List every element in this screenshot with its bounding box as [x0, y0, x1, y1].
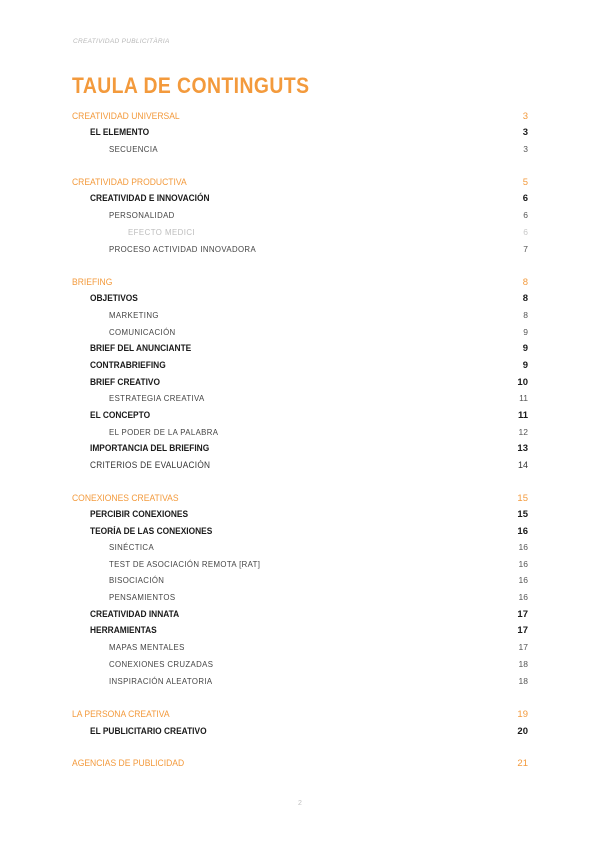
toc-entry-label: IMPORTANCIA DEL BRIEFING [90, 442, 210, 454]
toc-entry[interactable] [72, 142, 528, 156]
toc-entry-page: 16 [518, 592, 528, 602]
toc-entry-label: EL ELEMENTO [90, 126, 150, 138]
toc-entry[interactable] [72, 756, 528, 770]
toc-entry-page: 3 [522, 110, 528, 122]
toc-entry-label: OBJETIVOS [90, 292, 138, 304]
toc-entry-label: AGENCIAS DE PUBLICIDAD [72, 757, 185, 769]
toc-entry[interactable] [72, 109, 528, 123]
toc-entry-label: TEST DE ASOCIACIÓN REMOTA [RAT] [109, 559, 261, 569]
toc-entry-page: 5 [522, 176, 528, 188]
toc-entry[interactable] [72, 325, 528, 339]
toc-entry-page: 6 [523, 210, 528, 220]
toc-entry[interactable] [72, 242, 528, 256]
toc-entry[interactable] [72, 674, 528, 688]
toc-entry-label: CREATIVIDAD INNATA [90, 608, 180, 620]
toc-entry[interactable] [72, 557, 528, 571]
toc-entry[interactable] [72, 657, 528, 671]
toc-entry-label: CONEXIONES CRUZADAS [109, 659, 214, 669]
toc-entry[interactable] [72, 208, 528, 222]
toc-entry-page: 21 [517, 757, 528, 769]
toc-entry[interactable] [72, 724, 528, 738]
toc-entry-page: 9 [523, 327, 528, 337]
toc-entry[interactable] [72, 524, 528, 538]
toc-entry[interactable] [72, 341, 528, 355]
toc-entry-page: 13 [517, 442, 528, 454]
toc-entry-page: 3 [522, 126, 528, 138]
toc-entry-page: 10 [517, 376, 528, 388]
toc-entry-label: PERCIBIR CONEXIONES [90, 508, 189, 520]
toc-entry-label: PERSONALIDAD [109, 210, 175, 220]
toc-entry-label: BRIEF DEL ANUNCIANTE [90, 342, 192, 354]
toc-entry-page: 18 [518, 659, 528, 669]
toc-entry[interactable] [72, 458, 528, 472]
toc-entry-page: 8 [522, 276, 528, 288]
toc-entry-page: 6 [522, 192, 528, 204]
toc-entry-label: CRITERIOS DE EVALUACIÓN [90, 460, 211, 470]
toc-entry-page: 17 [517, 608, 528, 620]
toc-entry-label: EL PODER DE LA PALABRA [109, 427, 219, 437]
toc-entry-label: ESTRATEGIA CREATIVA [109, 393, 205, 403]
toc-entry[interactable] [72, 225, 528, 239]
toc-entry[interactable] [72, 425, 528, 439]
toc-entry-label: CREATIVIDAD PRODUCTIVA [72, 176, 187, 188]
toc-entry-page: 16 [518, 559, 528, 569]
toc-entry-label: CONTRABRIEFING [90, 359, 166, 371]
toc-entry[interactable] [72, 408, 528, 422]
toc-entry-label: BISOCIACIÓN [109, 575, 165, 585]
toc-entry-label: EL PUBLICITARIO CREATIVO [90, 725, 207, 737]
toc-entry-page: 15 [517, 492, 528, 504]
toc-entry[interactable] [72, 640, 528, 654]
toc-entry-label: CREATIVIDAD E INNOVACIÓN [90, 192, 210, 204]
toc-entry-label: TEORÍA DE LAS CONEXIONES [90, 525, 213, 537]
toc-entry-page: 16 [517, 525, 528, 537]
toc-entry-page: 11 [517, 409, 528, 421]
toc-entry-label: SINÉCTICA [109, 542, 155, 552]
toc-entry-label: EFECTO MEDICI [128, 227, 196, 237]
toc-entry-page: 9 [522, 359, 528, 371]
toc-entry[interactable] [72, 590, 528, 604]
toc-entry-page: 12 [518, 427, 528, 437]
toc-entry-label: HERRAMIENTAS [90, 624, 157, 636]
toc-entry-label: CREATIVIDAD UNIVERSAL [72, 110, 180, 122]
toc-entry-page: 11 [519, 393, 528, 403]
toc-entry-label: MARKETING [109, 310, 159, 320]
toc-entry[interactable] [72, 507, 528, 521]
toc-entry-label: COMUNICACIÓN [109, 327, 176, 337]
toc-entry-label: LA PERSONA CREATIVA [72, 708, 170, 720]
toc-entry-page: 8 [523, 310, 528, 320]
toc-entry-page: 19 [517, 708, 528, 720]
toc-entry-page: 9 [522, 342, 528, 354]
toc-entry[interactable] [72, 607, 528, 621]
page-title: TAULA DE CONTINGUTS [72, 73, 310, 98]
toc-entry-label: MAPAS MENTALES [109, 642, 185, 652]
toc-entry-page: 15 [517, 508, 528, 520]
toc-entry-page: 14 [517, 460, 528, 470]
toc-entry[interactable] [72, 707, 528, 721]
toc-entry-page: 17 [517, 624, 528, 636]
toc-entry-label: BRIEFING [72, 276, 113, 288]
toc-entry[interactable] [72, 291, 528, 305]
toc-entry[interactable] [72, 623, 528, 637]
toc-entry-page: 16 [518, 575, 528, 585]
toc-entry[interactable] [72, 175, 528, 189]
toc-entry[interactable] [72, 573, 528, 587]
toc-entry[interactable] [72, 375, 528, 389]
toc-entry-page: 16 [518, 542, 528, 552]
toc-entry-page: 20 [517, 725, 528, 737]
toc-entry[interactable] [72, 191, 528, 205]
toc-entry[interactable] [72, 358, 528, 372]
toc-entry-page: 18 [518, 676, 528, 686]
toc-entry-label: BRIEF CREATIVO [90, 376, 160, 388]
page-number: 2 [298, 800, 302, 807]
toc-entry[interactable] [72, 441, 528, 455]
running-header: CREATIVIDAD PUBLICITÀRIA [73, 38, 170, 45]
toc-entry[interactable] [72, 275, 528, 289]
toc-entry-page: 6 [523, 227, 528, 237]
toc-entry[interactable] [72, 125, 528, 139]
toc-entry-label: EL CONCEPTO [90, 409, 151, 421]
toc-entry[interactable] [72, 391, 528, 405]
toc-entry-label: SECUENCIA [109, 144, 158, 154]
toc-entry-page: 8 [522, 292, 528, 304]
toc-entry-label: INSPIRACIÓN ALEATORIA [109, 676, 213, 686]
toc-entry[interactable] [72, 308, 528, 322]
toc-entry-label: CONEXIONES CREATIVAS [72, 492, 179, 504]
toc-entry-label: PROCESO ACTIVIDAD INNOVADORA [109, 244, 257, 254]
toc-entry[interactable] [72, 491, 528, 505]
toc-entry[interactable] [72, 540, 528, 554]
toc-entry-page: 7 [523, 244, 528, 254]
toc-entry-page: 17 [518, 642, 528, 652]
toc-entry-page: 3 [523, 144, 528, 154]
toc-entry-label: PENSAMIENTOS [109, 592, 176, 602]
